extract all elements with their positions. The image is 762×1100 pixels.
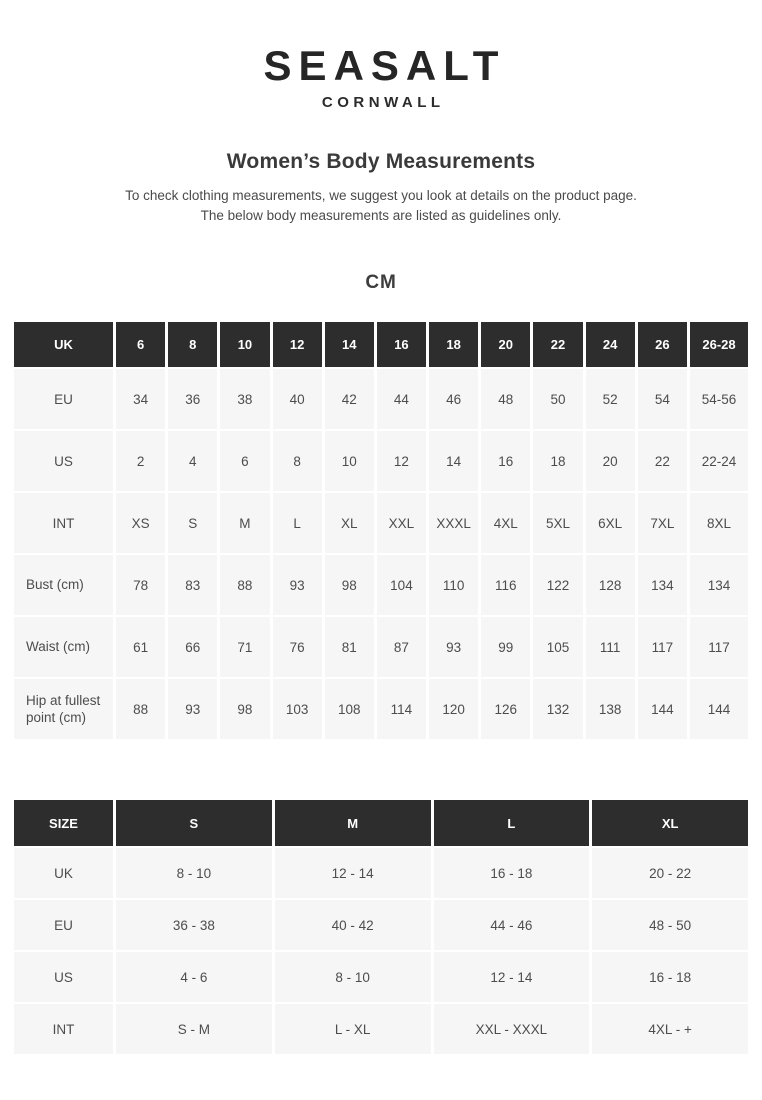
- table-cell: 4XL: [481, 493, 530, 553]
- table-row: [14, 431, 748, 491]
- column-header: M: [275, 800, 431, 846]
- table-cell: L - XL: [275, 1004, 431, 1054]
- column-header: 16: [377, 322, 426, 367]
- column-header: 10: [220, 322, 269, 367]
- table-cell: 10: [325, 431, 374, 491]
- table-cell: 4XL - +: [592, 1004, 748, 1054]
- table-cell: 20 - 22: [592, 848, 748, 898]
- table-row: [14, 900, 748, 950]
- row-label: INT: [14, 1004, 113, 1054]
- table-cell: 44: [377, 369, 426, 429]
- column-header: 24: [586, 322, 635, 367]
- table-cell: L: [273, 493, 322, 553]
- header-row: [14, 322, 748, 367]
- table-cell: XXL - XXXL: [434, 1004, 590, 1054]
- table-cell: 114: [377, 679, 426, 739]
- table-cell: 38: [220, 369, 269, 429]
- table-cell: XXXL: [429, 493, 478, 553]
- table-cell: 104: [377, 555, 426, 615]
- column-header: XL: [592, 800, 748, 846]
- table-cell: 128: [586, 555, 635, 615]
- table-row: [14, 493, 748, 553]
- table-cell: 6: [220, 431, 269, 491]
- header-row: [14, 800, 748, 846]
- table-cell: 111: [586, 617, 635, 677]
- table-cell: 12: [377, 431, 426, 491]
- column-header: 14: [325, 322, 374, 367]
- table-cell: 144: [638, 679, 687, 739]
- table-cell: 48: [481, 369, 530, 429]
- intro-line-1: To check clothing measurements, we suggest you look at details on the product page.: [125, 188, 637, 203]
- column-header: 8: [168, 322, 217, 367]
- row-label: US: [14, 952, 113, 1002]
- table-cell: 117: [638, 617, 687, 677]
- unit-heading: CM: [365, 272, 397, 294]
- table-cell: S: [168, 493, 217, 553]
- column-header: 18: [429, 322, 478, 367]
- table-cell: 78: [116, 555, 165, 615]
- table-cell: 98: [325, 555, 374, 615]
- table-cell: 83: [168, 555, 217, 615]
- table-cell: 7XL: [638, 493, 687, 553]
- brand-sublogo: CORNWALL: [321, 94, 445, 111]
- row-label: Hip at fullest point (cm): [14, 679, 113, 739]
- column-header: L: [434, 800, 590, 846]
- size-conversion-table: [11, 798, 751, 1056]
- table-cell: 42: [325, 369, 374, 429]
- table-cell: XXL: [377, 493, 426, 553]
- table-cell: 36 - 38: [116, 900, 272, 950]
- table-row: [14, 952, 748, 1002]
- table-cell: 103: [273, 679, 322, 739]
- table-cell: 16: [481, 431, 530, 491]
- column-header: 22: [533, 322, 582, 367]
- table-cell: 93: [168, 679, 217, 739]
- table-cell: 71: [220, 617, 269, 677]
- column-header: 12: [273, 322, 322, 367]
- table-cell: 144: [690, 679, 748, 739]
- row-label: INT: [14, 493, 113, 553]
- table-cell: 16 - 18: [434, 848, 590, 898]
- column-header: SIZE: [14, 800, 113, 846]
- table-cell: 126: [481, 679, 530, 739]
- table-cell: 8XL: [690, 493, 748, 553]
- table-cell: 99: [481, 617, 530, 677]
- column-header: 26-28: [690, 322, 748, 367]
- intro-text: [0, 186, 762, 225]
- table-cell: 20: [586, 431, 635, 491]
- table-row: [14, 369, 748, 429]
- row-label: UK: [14, 848, 113, 898]
- row-label: EU: [14, 900, 113, 950]
- table-cell: 132: [533, 679, 582, 739]
- table-cell: 105: [533, 617, 582, 677]
- table-cell: 61: [116, 617, 165, 677]
- table-row: [14, 1004, 748, 1054]
- table-cell: 22: [638, 431, 687, 491]
- table-cell: 6XL: [586, 493, 635, 553]
- table-row: [14, 679, 748, 739]
- table-cell: 52: [586, 369, 635, 429]
- table-cell: 8 - 10: [275, 952, 431, 1002]
- table-cell: 93: [273, 555, 322, 615]
- table-cell: 93: [429, 617, 478, 677]
- table-cell: 54-56: [690, 369, 748, 429]
- table-cell: 40 - 42: [275, 900, 431, 950]
- row-label: US: [14, 431, 113, 491]
- table-cell: 116: [481, 555, 530, 615]
- table-cell: 2: [116, 431, 165, 491]
- table-cell: 44 - 46: [434, 900, 590, 950]
- page-title: Women’s Body Measurements: [226, 150, 536, 173]
- table-cell: 108: [325, 679, 374, 739]
- column-header: 26: [638, 322, 687, 367]
- table-cell: 81: [325, 617, 374, 677]
- table-row: [14, 617, 748, 677]
- table-cell: 87: [377, 617, 426, 677]
- intro-line-2: The below body measurements are listed as guidelines only.: [200, 207, 562, 223]
- table-cell: XL: [325, 493, 374, 553]
- table-cell: 34: [116, 369, 165, 429]
- table-cell: 76: [273, 617, 322, 677]
- table-cell: 88: [116, 679, 165, 739]
- table-cell: 48 - 50: [592, 900, 748, 950]
- table-cell: 50: [533, 369, 582, 429]
- table-cell: 4: [168, 431, 217, 491]
- table-cell: 36: [168, 369, 217, 429]
- table-row: [14, 555, 748, 615]
- table-cell: 46: [429, 369, 478, 429]
- table-cell: 4 - 6: [116, 952, 272, 1002]
- table-cell: 22-24: [690, 431, 748, 491]
- table-cell: 12 - 14: [275, 848, 431, 898]
- table-cell: 12 - 14: [434, 952, 590, 1002]
- column-header: UK: [14, 322, 113, 367]
- table-cell: S - M: [116, 1004, 272, 1054]
- body-measurements-table: [11, 320, 751, 741]
- table-cell: 110: [429, 555, 478, 615]
- table-cell: 14: [429, 431, 478, 491]
- column-header: 6: [116, 322, 165, 367]
- brand-logo: SEASALT: [263, 42, 506, 89]
- table-cell: 8: [273, 431, 322, 491]
- table-cell: 40: [273, 369, 322, 429]
- table-cell: 16 - 18: [592, 952, 748, 1002]
- table-cell: 8 - 10: [116, 848, 272, 898]
- table-cell: 138: [586, 679, 635, 739]
- table-cell: 18: [533, 431, 582, 491]
- table-cell: 66: [168, 617, 217, 677]
- table-cell: 134: [638, 555, 687, 615]
- table-cell: 117: [690, 617, 748, 677]
- table-cell: M: [220, 493, 269, 553]
- column-header: S: [116, 800, 272, 846]
- table-cell: 120: [429, 679, 478, 739]
- table-cell: 88: [220, 555, 269, 615]
- table-cell: XS: [116, 493, 165, 553]
- table-cell: 122: [533, 555, 582, 615]
- table-cell: 134: [690, 555, 748, 615]
- row-label: Bust (cm): [14, 555, 113, 615]
- row-label: Waist (cm): [14, 617, 113, 677]
- brand-header: [0, 0, 762, 111]
- table-row: [14, 848, 748, 898]
- row-label: EU: [14, 369, 113, 429]
- table-cell: 5XL: [533, 493, 582, 553]
- column-header: 20: [481, 322, 530, 367]
- table-cell: 98: [220, 679, 269, 739]
- table-cell: 54: [638, 369, 687, 429]
